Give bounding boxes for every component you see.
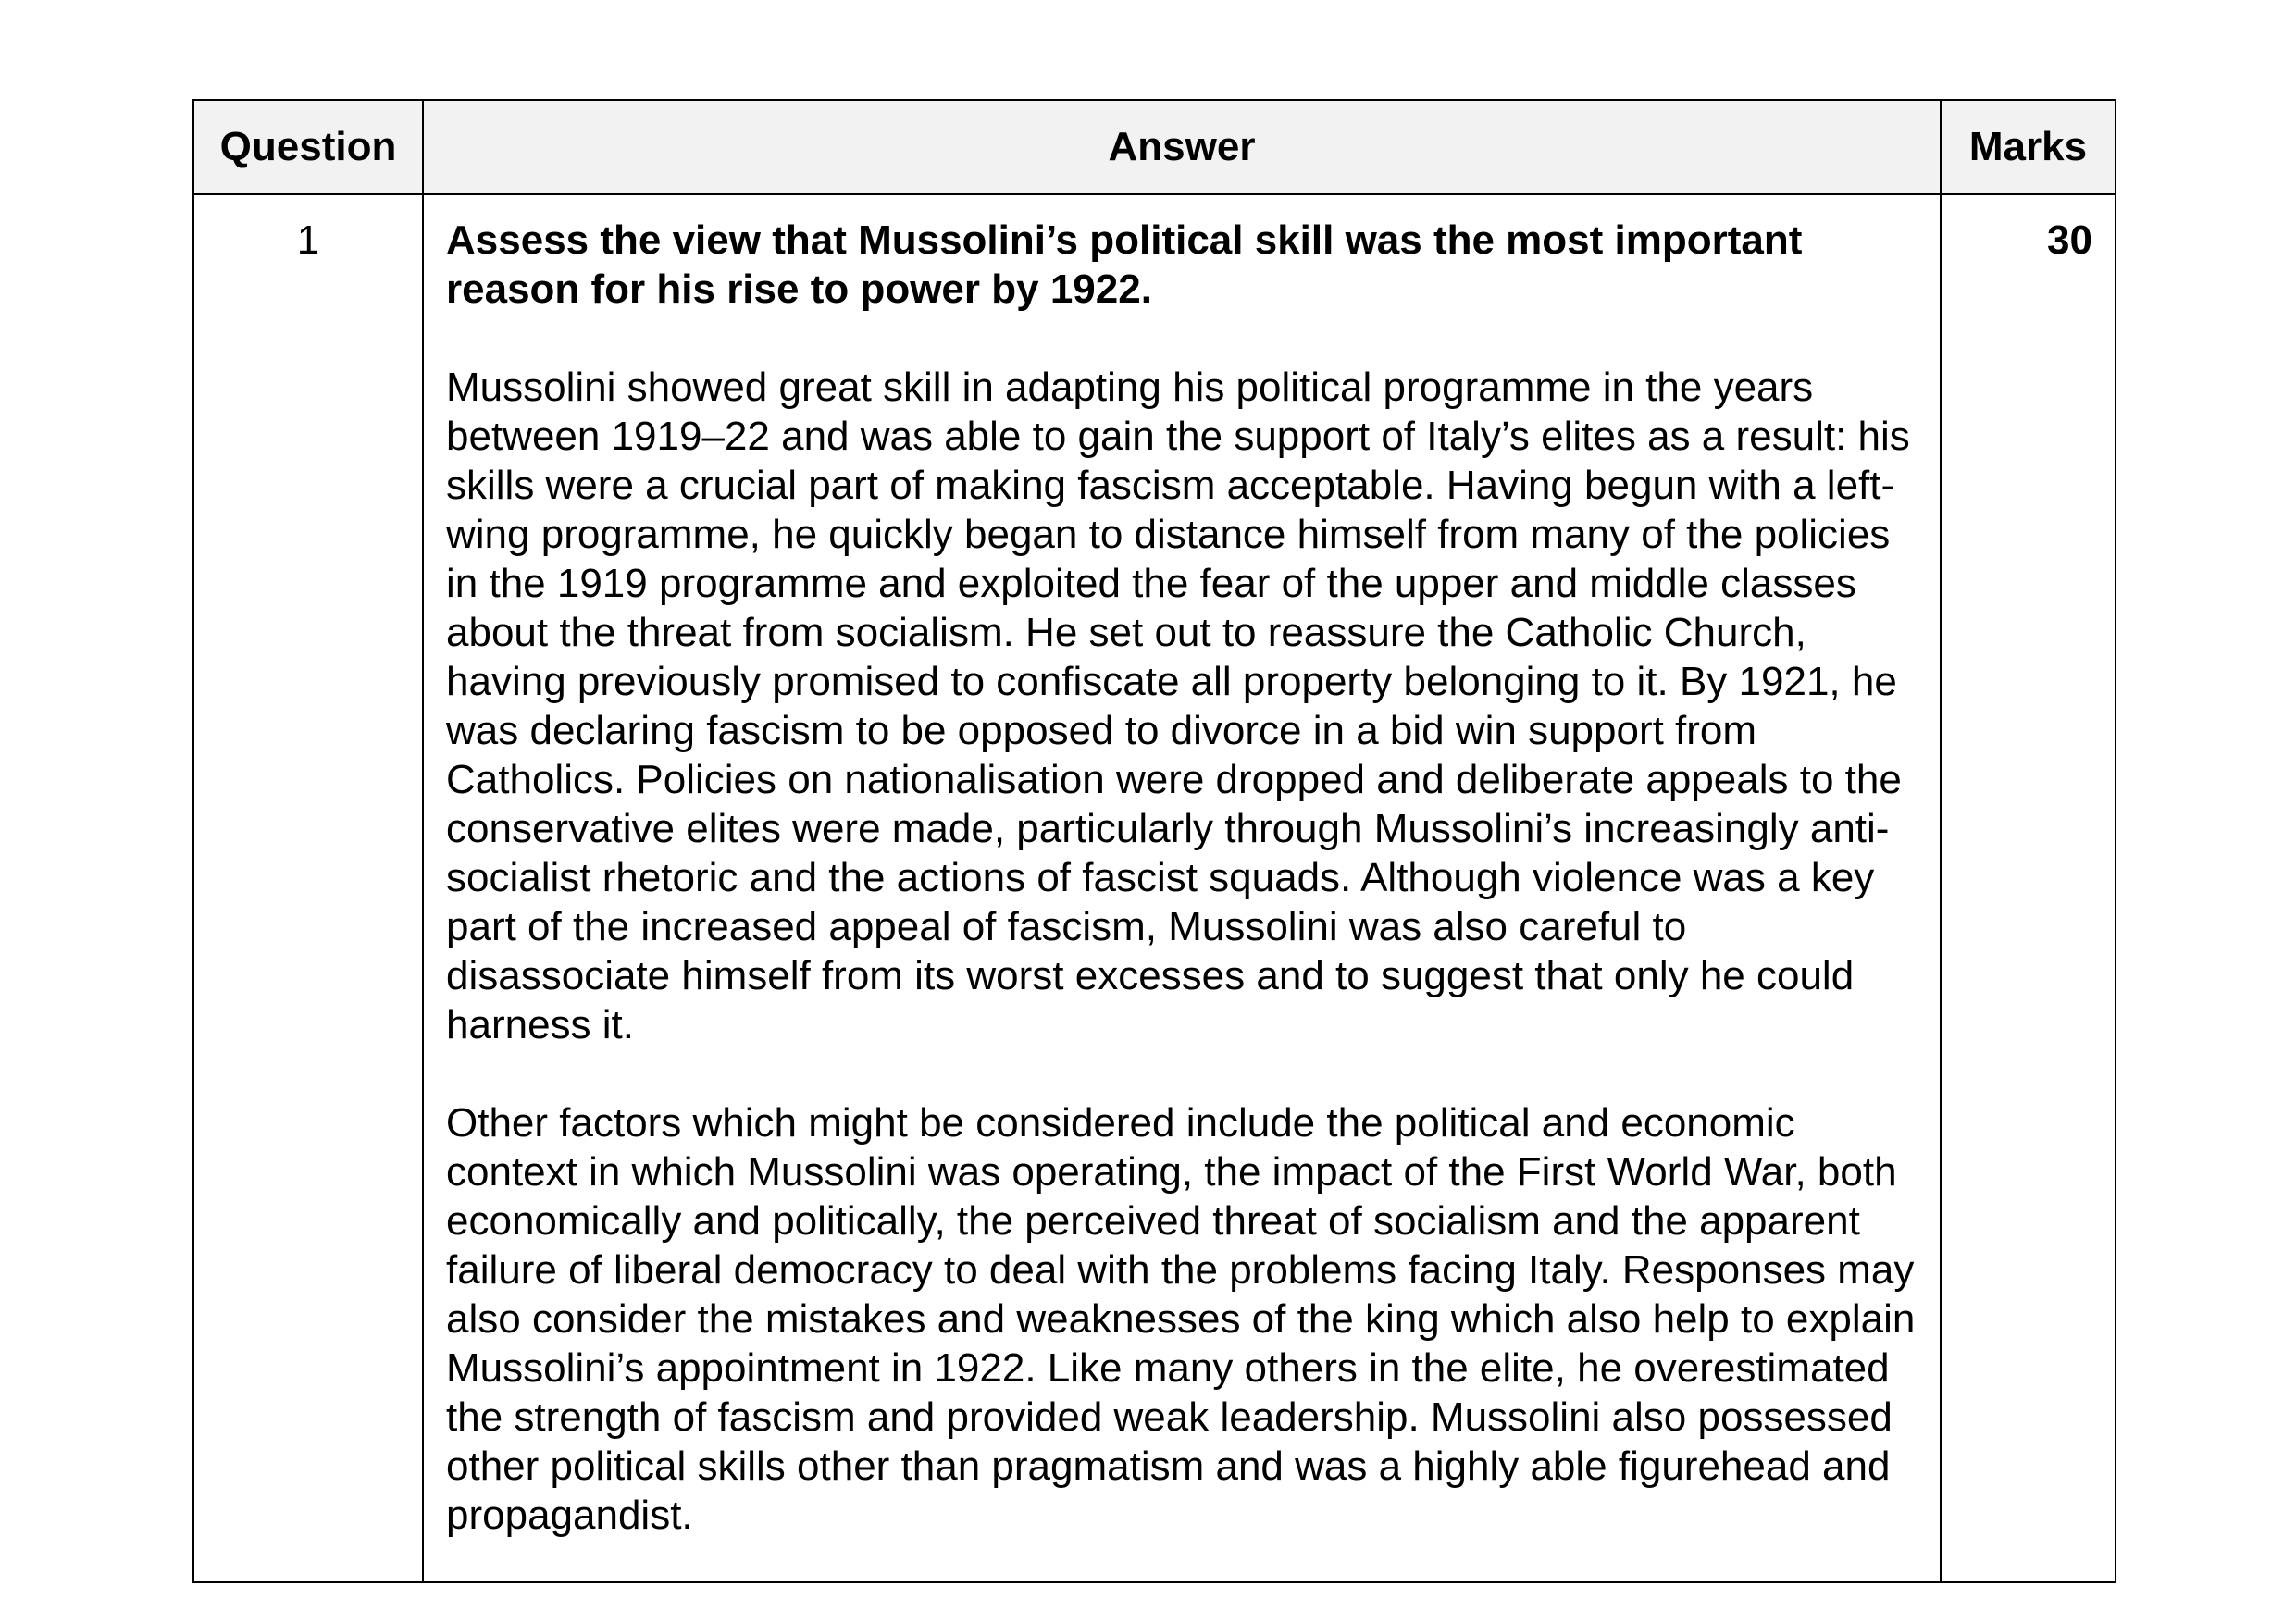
marks-column-header: Marks xyxy=(1941,100,2116,194)
answer-paragraph: Other factors which might be considered include the political and economic context in which Mussolini was operating, the impact of the First World War, both economically and politically, the perceived threat of socialism and the apparent failure of liberal democracy to deal with the problems facing Italy. Responses may also consider the mistakes and weaknesses of the king which also help to explain Mussolini’s appointment in 1922. Like many others in the elite, he overestimated the strength of fascism and provided weak leadership. Mussolini also possessed other political skills other than pragmatism and was a highly able figurehead and propagandist. xyxy=(446,1100,1916,1538)
table-body xyxy=(193,194,2116,1582)
answer-paragraph: Mussolini showed great skill in adapting his political programme in the years between 1919–22 and was able to gain the support of Italy’s elites as a result: his skills were a crucial part of making fascism acceptable. Having begun with a left-wing programme, he quickly began to distance himself from many of the policies in the 1919 programme and exploited the fear of the upper and middle classes about the threat from socialism. He set out to reassure the Catholic Church, having previously promised to confiscate all property belonging to it. By 1921, he was declaring fascism to be opposed to divorce in a bid win support from Catholics. Policies on nationalisation were dropped and deliberate appeals to the conservative elites were made, particularly through Mussolini’s increasingly anti-socialist rhetoric and the actions of fascist squads. Although violence was a key part of the increased appeal of fascism, Mussolini was also careful to disassociate himself from its worst excesses and to suggest that only he could harness it. xyxy=(446,365,1910,1047)
answer-cell xyxy=(423,194,1941,1582)
question-title: Assess the view that Mussolini’s political skill was the most important reason for his rise to power by 1922. xyxy=(446,217,1803,312)
question-number: 1 xyxy=(193,194,423,1582)
marks-value: 30 xyxy=(1941,194,2116,1582)
mark-scheme-table xyxy=(192,99,2116,1583)
table-row xyxy=(193,194,2116,1582)
table-header xyxy=(193,100,2116,194)
header-row xyxy=(193,100,2116,194)
answer-column-header: Answer xyxy=(423,100,1941,194)
question-column-header: Question xyxy=(193,100,423,194)
